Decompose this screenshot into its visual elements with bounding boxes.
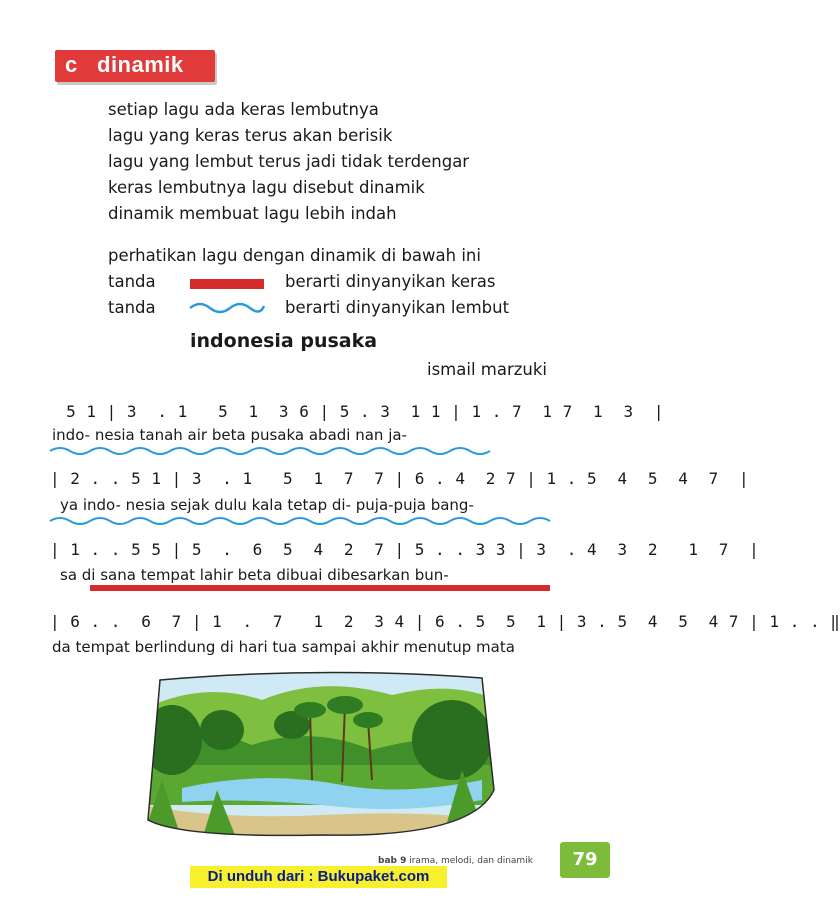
intro-line: dinamik membuat lagu lebih indah <box>108 204 397 223</box>
soft-wave-line-1 <box>50 444 490 458</box>
legend-meaning-soft: berarti dinyanyikan lembut <box>285 298 510 317</box>
legend-label-loud: tanda <box>108 272 156 291</box>
chapter-title: irama, melodi, dan dinamik <box>409 856 533 866</box>
intro-paragraph <box>108 97 469 227</box>
intro-line: lagu yang keras terus akan berisik <box>108 126 393 145</box>
legend-label-soft: tanda <box>108 298 156 317</box>
lyric-line-4: da tempat berlindung di hari tua sampai akhir menutup mata <box>52 638 515 656</box>
download-notice[interactable]: Di unduh dari : Bukupaket.com <box>190 866 447 888</box>
notation-line-1: 5 1 | 3 . 1 5 1 3 6 | 5 . 3 1 1 | 1 . 7 1 7 1 3 | <box>56 402 664 421</box>
lyric-line-2: ya indo- nesia sejak dulu kala tetap di- puja-puja bang- <box>60 496 474 514</box>
soft-wave-line-2 <box>50 514 550 528</box>
lyric-line-1: indo- nesia tanah air beta pusaka abadi nan ja- <box>52 426 407 444</box>
notation-line-2: | 2 . . 5 1 | 3 . 1 5 1 7 7 | 6 . 4 2 7 | 1 . 5 4 5 4 7 | <box>50 469 750 488</box>
chapter-number: bab 9 <box>378 856 407 866</box>
legend-meaning-loud: berarti dinyanyikan keras <box>285 272 496 291</box>
soft-wave-marker <box>188 298 266 314</box>
chapter-footer <box>378 856 533 866</box>
intro-line: setiap lagu ada keras lembutnya <box>108 100 379 119</box>
section-title: dinamik <box>97 52 184 77</box>
intro-line: keras lembutnya lagu disebut dinamik <box>108 178 425 197</box>
lyric-line-3: sa di sana tempat lahir beta dibuai dibesarkan bun- <box>60 566 449 584</box>
section-letter: c <box>65 52 78 77</box>
loud-bar-line-3 <box>90 585 550 591</box>
loud-marker <box>190 279 264 289</box>
section-badge <box>55 50 215 82</box>
landscape-illustration <box>142 670 497 840</box>
page-number: 79 <box>560 842 610 878</box>
notation-line-3: | 1 . . 5 5 | 5 . 6 5 4 2 7 | 5 . . 3 3 | 3 . 4 3 2 1 7 | <box>50 540 760 559</box>
notation-line-4: | 6 . . 6 7 | 1 . 7 1 2 3 4 | 6 . 5 5 1 | 3 . 5 4 5 4 7 | 1 . . ‖ <box>50 612 840 631</box>
intro-line: lagu yang lembut terus jadi tidak terdengar <box>108 152 470 171</box>
composer-name: ismail marzuki <box>427 360 548 379</box>
instruction-text: perhatikan lagu dengan dinamik di bawah ini <box>108 246 481 265</box>
song-title: indonesia pusaka <box>190 330 378 352</box>
